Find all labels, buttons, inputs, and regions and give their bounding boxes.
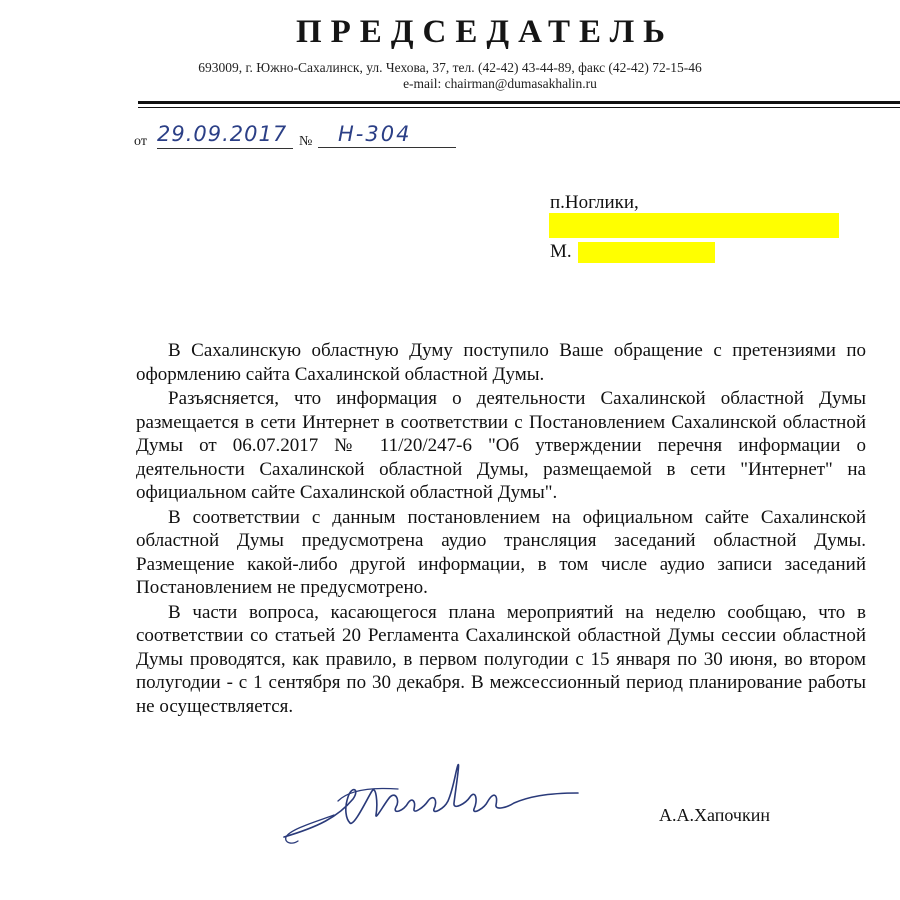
registration-number: Н-304 bbox=[318, 122, 456, 148]
date-label: от bbox=[134, 134, 147, 149]
redaction-highlight bbox=[578, 242, 715, 263]
handwritten-signature bbox=[278, 757, 618, 857]
letter-body bbox=[136, 339, 866, 719]
redaction-highlight bbox=[549, 213, 839, 238]
letterhead-title: ПРЕДСЕДАТЕЛЬ bbox=[295, 14, 674, 50]
header-rule-thin bbox=[138, 107, 900, 108]
body-paragraph: В соответствии с данным постановлением на официальном сайте Сахалинской областной Думы предусмотрена аудио трансляция заседаний областной Думы. Размещение какой-либо другой информации, в том числе аудио записи заседаний Постановлением не предусмотрено. bbox=[136, 506, 866, 598]
body-paragraph: В части вопроса, касающегося плана мероприятий на неделю сообщаю, что в соответствии со статьей 20 Регламента Сахалинской областной Думы сессии областной Думы проводятся, как правило, в первом полугодии с 15 января по 30 июня, во втором полугодии - с 1 сентября по 30 декабря. В межсессионный период планирование работы не осуществляется. bbox=[136, 601, 866, 717]
signer-name: А.А.Хапочкин bbox=[659, 805, 770, 825]
body-paragraph: Разъясняется, что информация о деятельности Сахалинской областной Думы размещается в сети Интернет в соответствии с Постановлением Сахалинской областной Думы от 06.07.2017 № 11/20/247-6 "Об утверждении перечня информации о деятельности Сахалинской областной Думы, размещаемой в сети "Интернет" на официальном сайте Сахалинской областной Думы". bbox=[136, 388, 866, 503]
address-line: 693009, г. Южно-Сахалинск, ул. Чехова, 37, тел. (42-42) 43-44-89, факс (42-42) 72-15-46 bbox=[198, 60, 702, 75]
header-rule-thick bbox=[138, 101, 900, 104]
registration-date: 29.09.2017 bbox=[157, 122, 293, 149]
recipient-name-prefix: М. bbox=[550, 241, 572, 262]
email-line: e-mail: chairman@dumasakhalin.ru bbox=[403, 76, 597, 91]
letterhead-address bbox=[0, 60, 900, 92]
recipient-locality: п.Ноглики, bbox=[550, 192, 639, 213]
number-label: № bbox=[299, 134, 313, 149]
body-paragraph: В Сахалинскую областную Думу поступило Ваше обращение с претензиями по оформлению сайта Сахалинской областной Думы. bbox=[136, 340, 866, 385]
